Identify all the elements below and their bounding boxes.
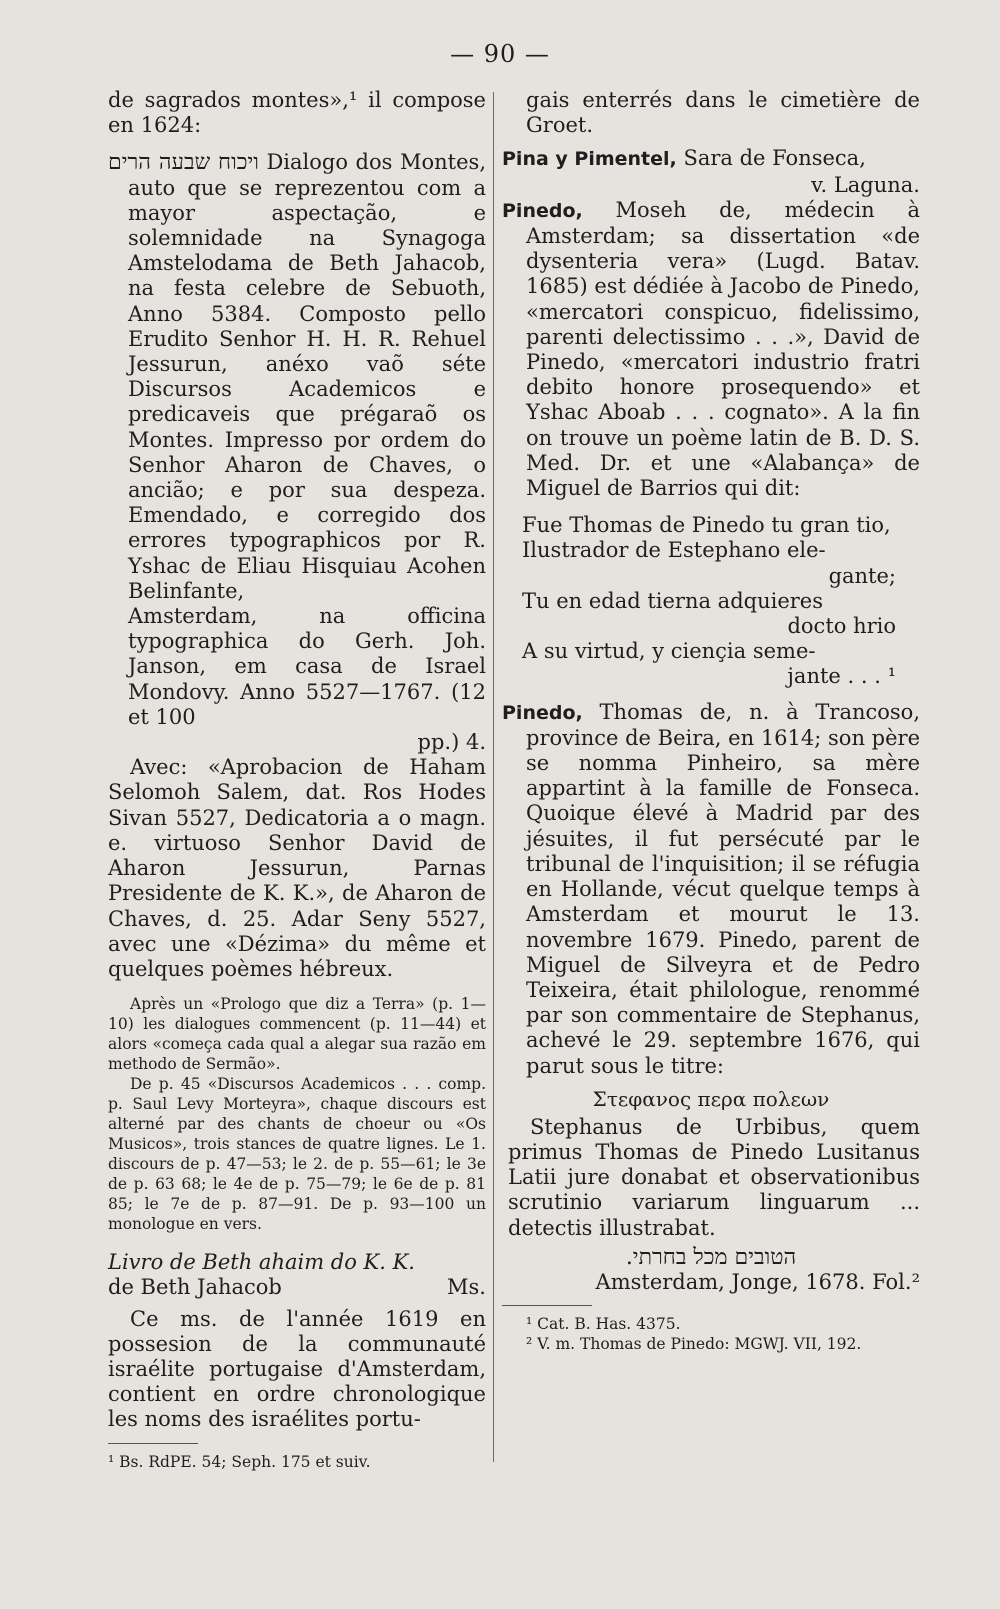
entry-pinedo-thomas <box>502 700 920 1079</box>
page-number: — 90 — <box>450 40 550 68</box>
footnote-rule-left <box>108 1443 198 1444</box>
entry-head-pina: Pina y Pimentel, <box>502 148 677 171</box>
verse-line-2: Ilustrador de Estephano ele- <box>522 538 826 563</box>
left-paragraph-1: de sagrados montes»,¹ il compose en 1624: <box>108 88 486 138</box>
livro-subtitle <box>108 1275 486 1300</box>
entry-head-pinedo-moseh: Pinedo, <box>502 199 583 222</box>
hebrew-title: ויכוח שבעה הרים <box>108 150 259 176</box>
livro-title <box>108 1250 486 1275</box>
entry-pinedo-thomas-text: Thomas de, n. à Trancoso, province de Beira, en 1614; son père se nomma Pinheiro, sa mère appartint à la famille de Fonseca. Quoique élevé à Madrid par des jésuites, il fut persécuté par le tribunal de l'inquisition; il se réfugia en Hollande, vécut quelque temps à Amsterdam et mourut le 13. novembre 1679. Pinedo, parent de Miguel de Silveyra et de Pedro Teixeira, était philologue, renommé par son commentaire de Stephanus, achevé le 29. septembre 1676, qui parut sous le titre: <box>526 699 920 1078</box>
aprobacion-paragraph: Avec: «Aprobacion de Haham Selomoh Salem, dat. Ros Hodes Sivan 5527, Dedicatoria a o magn. e. virtuoso Senhor David de Aharon Jessurun, Parnas Presidente de K. K.», de Aharon de Chaves, d. 25. Adar Seny 5527, avec une «Dézima» du même et quelques poèmes hébreux. <box>108 755 486 981</box>
livro-subtitle-text: de Beth Jahacob <box>108 1275 282 1300</box>
alabanca-verse <box>502 513 920 689</box>
verse-line-4b: jante . . . ¹ <box>787 664 896 689</box>
verse-line-3: Tu en edad tierna adquieres <box>522 588 824 613</box>
verse-line-3b: docto hrio <box>787 614 896 639</box>
verse-line-2b: gante; <box>828 563 896 588</box>
verse-line-4: A su virtud, y ciençia seme- <box>522 639 816 664</box>
footnote-rule-right <box>502 1305 592 1306</box>
livro-title-italic: Livro de Beth ahaim do K. K. <box>108 1250 415 1275</box>
greek-title: Στεφανος περα πολεων <box>592 1086 830 1111</box>
entry-head-pinedo-thomas: Pinedo, <box>502 701 583 724</box>
small-note-1: Après un «Prologo que diz a Terra» (p. 1—10) les dialogues commencent (p. 11—44) et alors «começa cada qual a alegar sua razão em methodo de Sermão». <box>108 995 486 1074</box>
hebrew-motto: הטובים מכל בחרתי. <box>625 1244 797 1270</box>
livro-ms: Ms. <box>447 1275 486 1300</box>
entry-pina-tail: Sara de Fonseca, <box>683 146 866 171</box>
latin-title: Stephanus de Urbibus, quem primus Thomas de Pinedo Lusitanus Latii jure donabat et observationibus scrutinio variarum linguarum ... detectis illustrabat. <box>508 1114 920 1240</box>
footnote-left-1: ¹ Bs. RdPE. 54; Seph. 175 et suiv. <box>108 1452 371 1471</box>
dialogo-description: Dialogo dos Montes, auto que se reprezentou com a mayor aspectação, e solemnidade na Synagoga Amstelodama de Beth Jahacob, na festa celebre de Sebuoth, Anno 5384. Composto pello Erudito Senhor H. H. R. Rehuel Jessurun, anéxo vaõ séte Discursos Academicos e predicaveis que prégaraõ os Montes. Impresso por ordem do Senhor Aharon de Chaves, o ancião; e por sua despeza. Emendado, e corregido dos errores typographicos por R. Yshac de Eliau Hisquiau Acohen Belinfante, <box>128 150 486 603</box>
imprint-paragraph: Amsterdam, na officina typographica do Gerh. Joh. Janson, em casa de Israel Mondovy. Anno 5527—1767. (12 et 100 <box>128 604 486 729</box>
thomas-imprint: Amsterdam, Jonge, 1678. Fol.² <box>595 1269 920 1294</box>
left-column <box>108 88 486 1472</box>
entry-pinedo-moseh <box>502 198 920 501</box>
right-column <box>502 88 920 1354</box>
ms-paragraph: Ce ms. de l'année 1619 en possesion de la communauté israélite portugaise d'Amsterdam, contient en ordre chronologique les noms des israélites portu- <box>108 1306 486 1432</box>
entry-pina-y-pimentel <box>502 146 920 172</box>
entry-pinedo-moseh-text: Moseh de, médecin à Amsterdam; sa dissertation «de dysenteria vera» (Lugd. Batav. 1685) est dédiée à Jacobo de Pinedo, «mercatori conspicuo, fidelissimo, parenti delectissimo . . .», David de Pinedo, «mercatori industrio fratri debito honore prosequendo» et Yshac Aboab . . . cognato». A la fin on trouve un poème latin de B. D. S. Med. Dr. et une «Alabança» de Miguel de Barrios qui dit: <box>526 197 920 501</box>
footnote-right-2: ² V. m. Thomas de Pinedo: MGWJ. VII, 192. <box>526 1335 862 1354</box>
right-paragraph-1: gais enterrés dans le cimetière de Groet. <box>526 88 920 138</box>
column-divider <box>493 92 494 1462</box>
footnote-right-1: ¹ Cat. B. Has. 4375. <box>526 1315 681 1334</box>
dialogo-title-entry <box>108 150 486 604</box>
imprint-pages: pp.) 4. <box>417 730 486 755</box>
verse-line-1: Fue Thomas de Pinedo tu gran tio, <box>522 513 891 538</box>
small-note-2: De p. 45 «Discursos Academicos . . . comp. p. Saul Levy Morteyra», chaque discours est alterné par des chants de choeur ou «Os Musicos», trois stances de quatre lignes. Le 1. discours de p. 47—53; le 2. de p. 55—61; le 3e de p. 63 68; le 4e de p. 75—79; le 6e de p. 81 85; le 7e de p. 87—91. De p. 93—100 un monologue en vers. <box>108 1075 486 1234</box>
entry-pina-ref: v. Laguna. <box>811 172 920 197</box>
